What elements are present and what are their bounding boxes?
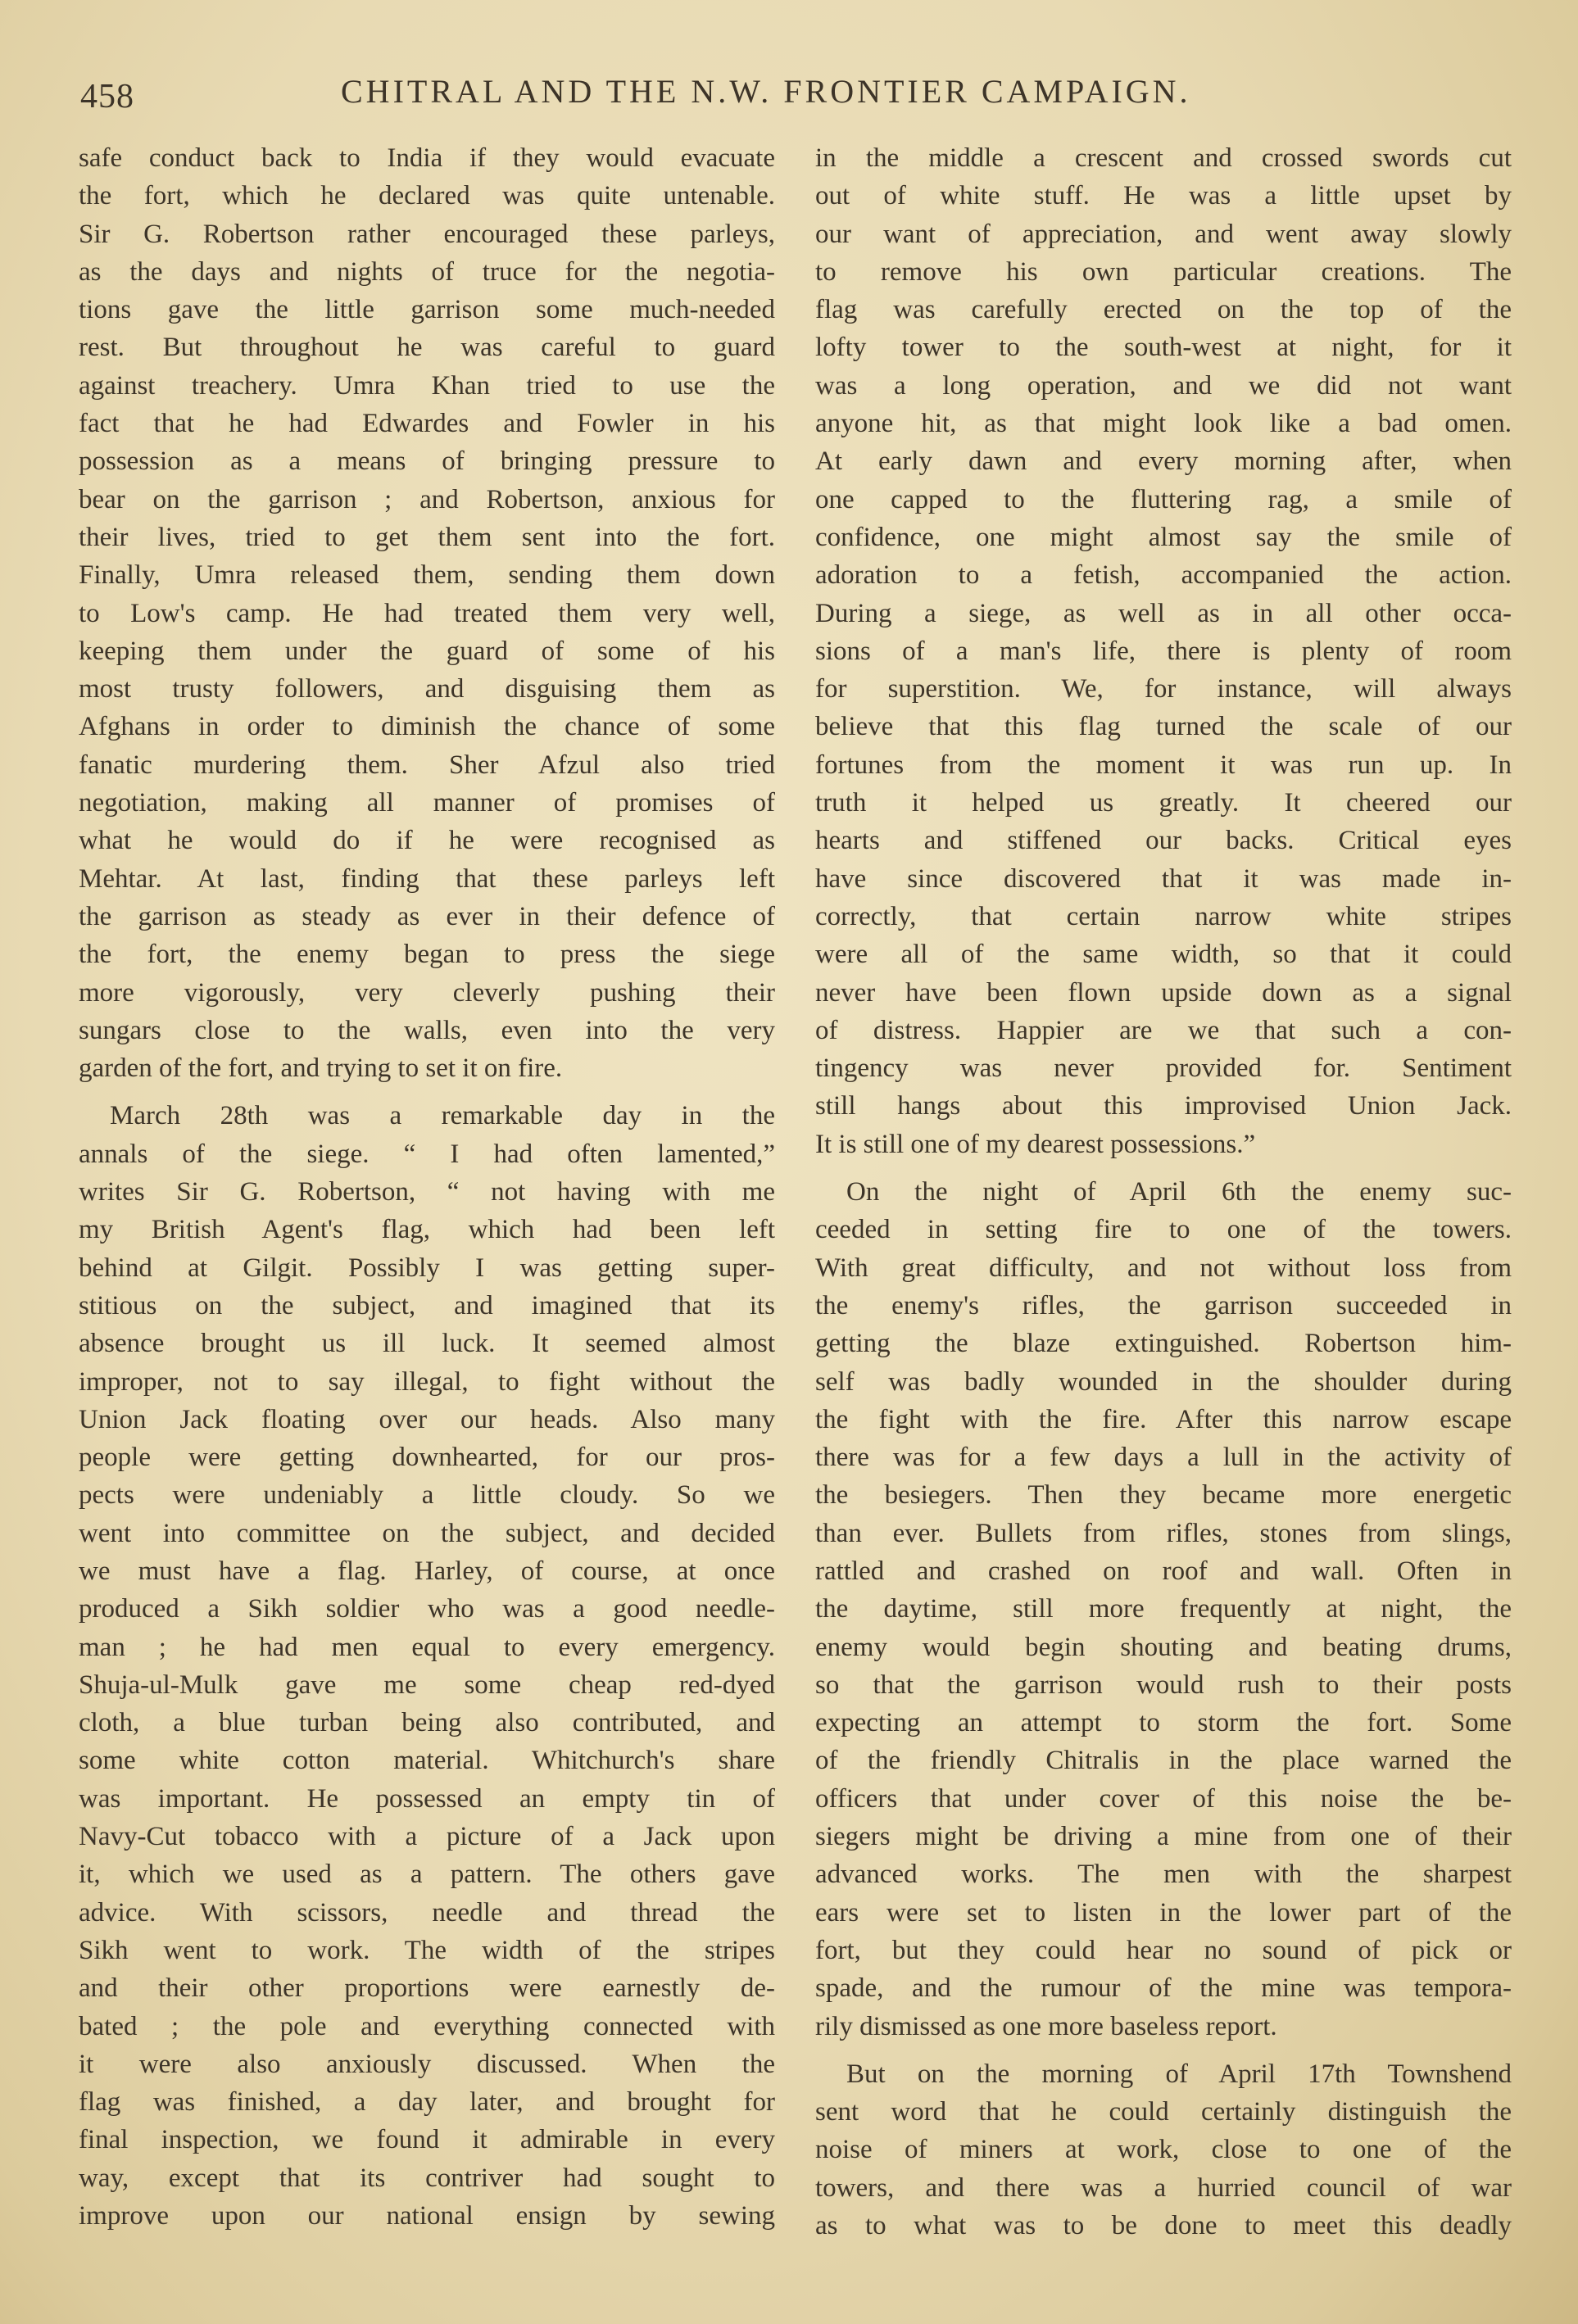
text-line: never have been flown upside down as a signal [815,977,1512,1008]
paragraph-gap [815,2045,1512,2055]
text-line: was important. He possessed an empty tin of [79,1783,775,1814]
text-line: more vigorously, very cleverly pushing their [79,977,775,1008]
text-line: fort, but they could hear no sound of pick or [815,1935,1512,1965]
text-line: anyone hit, as that might look like a bad omen. [815,409,1512,439]
text-line: tingency was never provided for. Sentiment [815,1053,1512,1084]
text-line: enemy would begin shouting and beating drums, [815,1632,1512,1662]
text-line: safe conduct back to India if they would evacuate [79,143,775,173]
text-line: On the night of April 6th the enemy suc- [846,1177,1512,1207]
text-line: fortunes from the moment it was run up. In [815,750,1512,780]
right-column [815,139,1512,2245]
text-line: the enemy's rifles, the garrison succeeded in [815,1290,1512,1321]
text-line: the besiegers. Then they became more energetic [815,1480,1512,1511]
text-line: It is still one of my dearest possessions.” [815,1129,1256,1159]
text-line: adoration to a fetish, accompanied the action. [815,560,1512,591]
text-line: Shuja-ul-Mulk gave me some cheap red-dyed [79,1669,775,1700]
text-line: way, except that its contriver had sought to [79,2163,775,2193]
text-line: flag was finished, a day later, and brought for [79,2087,775,2118]
text-line: Afghans in order to diminish the chance of some [79,712,775,742]
text-line: possession as a means of bringing pressure to [79,446,775,477]
text-line: annals of the siege. “ I had often lamented,” [79,1139,775,1169]
paragraph-gap [79,1087,775,1097]
text-line: getting the blaze extinguished. Robertson him- [815,1329,1512,1359]
text-line: the fort, the enemy began to press the siege [79,940,775,970]
text-line: cloth, a blue turban being also contributed, and [79,1708,775,1738]
text-line: bated ; the pole and everything connected with [79,2011,775,2041]
text-line: flag was carefully erected on the top of the [815,295,1512,325]
text-line: the fort, which he declared was quite untenable. [79,181,775,211]
text-line: behind at Gilgit. Possibly I was getting super- [79,1253,775,1283]
running-title: CHITRAL AND THE N.W. FRONTIER CAMPAIGN. [341,73,1191,110]
text-line: as to what was to be done to meet this deadly [815,2211,1512,2241]
text-line: Sikh went to work. The width of the stripes [79,1935,775,1965]
text-line: produced a Sikh soldier who was a good needle- [79,1594,775,1624]
text-line: ears were set to listen in the lower part of the [815,1897,1512,1928]
text-line: Navy-Cut tobacco with a picture of a Jack upon [79,1822,775,1852]
text-line: as the days and nights of truce for the negotia- [79,256,775,287]
text-line: and their other proportions were earnestly de- [79,1973,775,2004]
text-line: stitious on the subject, and imagined that its [79,1290,775,1321]
text-line: correctly, that certain narrow white stripes [815,901,1512,931]
text-line: of the friendly Chitralis in the place warned the [815,1746,1512,1776]
text-line: sungars close to the walls, even into the very [79,1015,775,1045]
text-line: tions gave the little garrison some much-needed [79,295,775,325]
text-line: Union Jack floating over our heads. Also many [79,1404,775,1434]
page-number: 458 [80,78,134,116]
text-line: keeping them under the guard of some of his [79,636,775,666]
text-line: my British Agent's flag, which had been left [79,1215,775,1245]
text-line: pects were undeniably a little cloudy. So we [79,1480,775,1511]
text-line: writes Sir G. Robertson, “ not having with me [79,1177,775,1207]
text-line: Mehtar. At last, finding that these parleys left [79,863,775,894]
text-line: what he would do if he were recognised as [79,826,775,856]
text-line: rest. But throughout he was careful to guard [79,333,775,363]
text-line: for superstition. We, for instance, will always [815,674,1512,704]
text-line: their lives, tried to get them sent into the fort. [79,522,775,552]
text-line: During a siege, as well as in all other occa- [815,598,1512,628]
text-columns [79,139,1512,2241]
text-line: noise of miners at work, close to one of the [815,2135,1512,2165]
text-line: in the middle a crescent and crossed swords cut [815,143,1512,173]
text-line: fact that he had Edwardes and Fowler in his [79,409,775,439]
text-line: to Low's camp. He had treated them very well, [79,598,775,628]
text-line: absence brought us ill luck. It seemed almost [79,1329,775,1359]
text-line: siegers might be driving a mine from one of their [815,1822,1512,1852]
text-line: some white cotton material. Whitchurch's share [79,1746,775,1776]
text-line: But on the morning of April 17th Townshend [846,2059,1512,2089]
text-line: negotiation, making all manner of promises of [79,788,775,818]
text-line: garden of the fort, and trying to set it on fire. [79,1053,563,1084]
text-line: At early dawn and every morning after, when [815,446,1512,477]
text-line: it, which we used as a pattern. The others gave [79,1860,775,1890]
text-line: hearts and stiffened our backs. Critical eyes [815,826,1512,856]
text-line: man ; he had men equal to every emergency. [79,1632,775,1662]
text-line: rattled and crashed on roof and wall. Often in [815,1556,1512,1586]
left-column [79,139,775,2235]
text-line: lofty tower to the south-west at night, for it [815,333,1512,363]
text-line: With great difficulty, and not without loss from [815,1253,1512,1283]
text-line: have since discovered that it was made in- [815,863,1512,894]
text-line: were all of the same width, so that it could [815,940,1512,970]
text-line: one capped to the fluttering rag, a smile of [815,484,1512,514]
text-line: to remove his own particular creations. The [815,256,1512,287]
text-line: advanced works. The men with the sharpest [815,1860,1512,1890]
text-line: truth it helped us greatly. It cheered our [815,788,1512,818]
text-line: Finally, Umra released them, sending them down [79,560,775,591]
text-line: advice. With scissors, needle and thread the [79,1897,775,1928]
text-line: bear on the garrison ; and Robertson, anxious for [79,484,775,514]
text-line: there was for a few days a lull in the activity of [815,1443,1512,1473]
text-line: was a long operation, and we did not want [815,370,1512,401]
text-line: went into committee on the subject, and decided [79,1518,775,1548]
text-line: fanatic murdering them. Sher Afzul also tried [79,750,775,780]
paragraph-gap [815,1163,1512,1173]
text-line: out of white stuff. He was a little upset by [815,181,1512,211]
text-line: people were getting downhearted, for our pros- [79,1443,775,1473]
text-line: most trusty followers, and disguising them as [79,674,775,704]
page-header [80,72,1506,121]
text-line: still hangs about this improvised Union Jack. [815,1091,1512,1121]
text-line: officers that under cover of this noise the be- [815,1783,1512,1814]
text-line: expecting an attempt to storm the fort. Some [815,1708,1512,1738]
text-line: self was badly wounded in the shoulder during [815,1366,1512,1397]
text-line: we must have a flag. Harley, of course, at once [79,1556,775,1586]
text-line: towers, and there was a hurried council of war [815,2172,1512,2203]
text-line: improve upon our national ensign by sewing [79,2201,775,2231]
text-line: confidence, one might almost say the smile of [815,522,1512,552]
text-line: than ever. Bullets from rifles, stones from slings, [815,1518,1512,1548]
text-line: March 28th was a remarkable day in the [110,1101,775,1131]
text-line: our want of appreciation, and went away slowly [815,219,1512,249]
text-line: of distress. Happier are we that such a con- [815,1015,1512,1045]
text-line: against treachery. Umra Khan tried to use the [79,370,775,401]
text-line: the fight with the fire. After this narrow escape [815,1404,1512,1434]
text-line: the daytime, still more frequently at night, the [815,1594,1512,1624]
text-line: it were also anxiously discussed. When the [79,2049,775,2079]
text-line: Sir G. Robertson rather encouraged these parleys, [79,219,775,249]
text-line: the garrison as steady as ever in their defence of [79,901,775,931]
text-line: so that the garrison would rush to their posts [815,1669,1512,1700]
text-line: improper, not to say illegal, to fight without the [79,1366,775,1397]
text-line: final inspection, we found it admirable in every [79,2125,775,2155]
text-line: believe that this flag turned the scale of our [815,712,1512,742]
text-line: spade, and the rumour of the mine was tempora- [815,1973,1512,2004]
text-line: ceeded in setting fire to one of the towers. [815,1215,1512,1245]
text-line: sions of a man's life, there is plenty of room [815,636,1512,666]
text-line: sent word that he could certainly distinguish the [815,2097,1512,2127]
text-line: rily dismissed as one more baseless report. [815,2011,1277,2041]
